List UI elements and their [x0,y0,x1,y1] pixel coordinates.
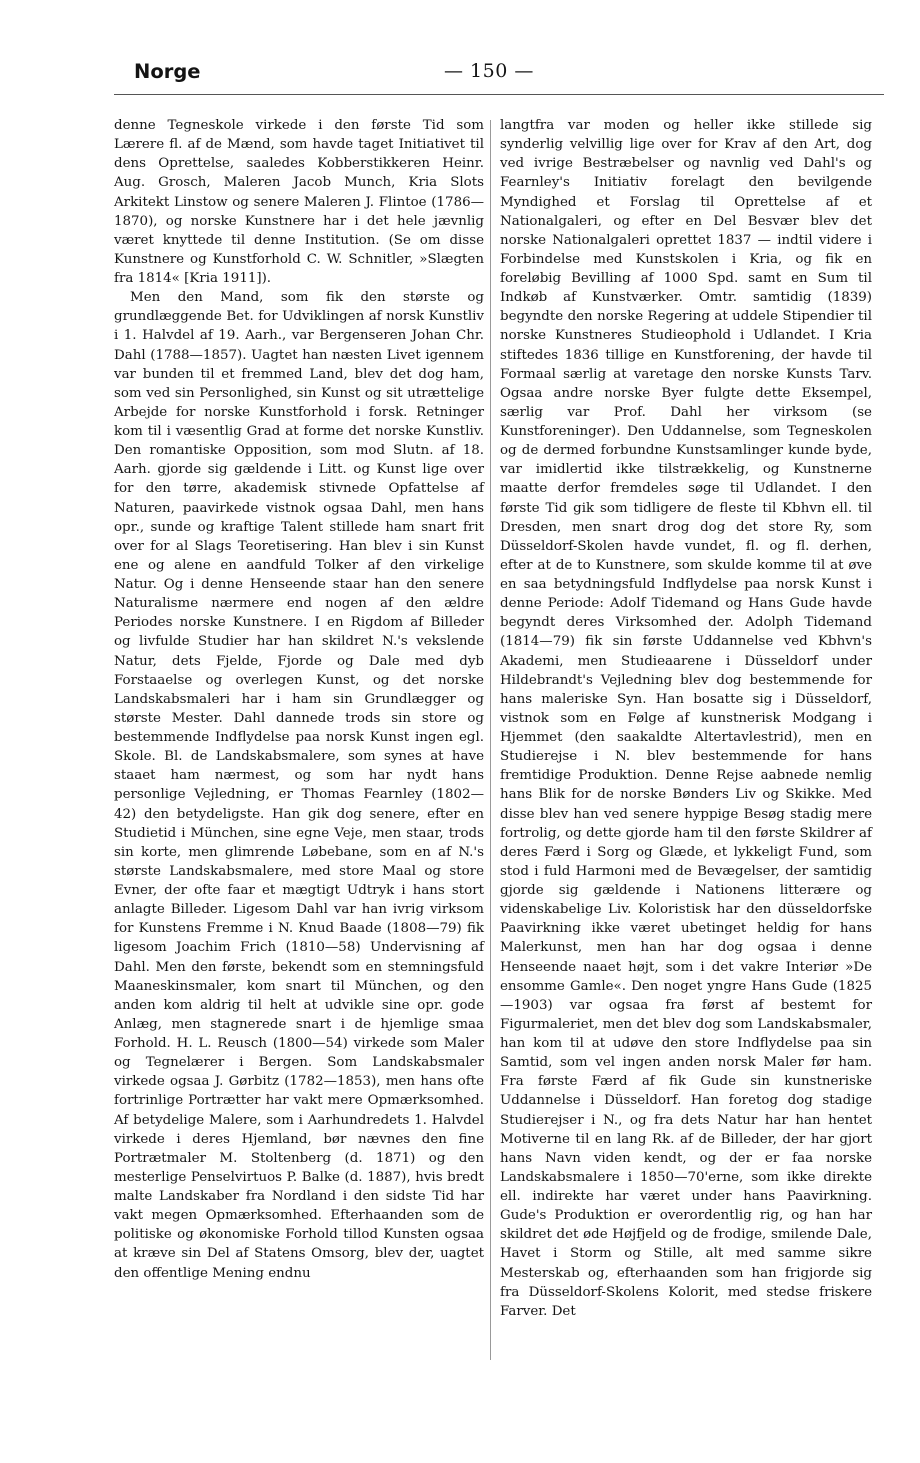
column-divider [490,120,491,1360]
right-column [500,116,872,1321]
right-paragraph-1: langtfra var moden og heller ikke stillede sig synderlig velvillig lige over for Krav af den Art, dog ved ivrige Bestræbelser og navnlig ved Dahl's og Fearnley's Initiativ forelagt den bevilgende Myndighed et Forslag til Oprettelse af et Nationalgaleri, og efter en Del Besvær blev det norske Nationalgaleri oprettet 1837 — indtil videre i Forbindelse med Kunstskolen i Kria, og fik en foreløbig Bevilling af 1000 Spd. samt en Sum til Indkøb af Kunstværker. Omtr. samtidig (1839) begyndte den norske Regering at uddele Stipendier til norske Kunstneres Studieophold i Udlandet. I Kria stiftedes 1836 tillige en Kunstforening, der havde til Formaal særlig at varetage den norske Kunsts Tarv. Ogsaa andre norske Byer fulgte dette Eksempel, særlig var Prof. Dahl her virksom (se Kunstforeninger). Den Uddannelse, som Tegneskolen og de dermed forbundne Kunstsamlinger kunde byde, var imidlertid ikke tilstrækkelig, og Kunstnerne maatte derfor fremdeles søge til Udlandet. I den første Tid gik som tidligere de fleste til Kbhvn ell. til Dresden, men snart drog dog det store Ry, som Düsseldorf-Skolen havde vundet, fl. og fl. derhen, efter at de to Kunstnere, som skulde komme til at øve en saa betydningsfuld Indflydelse paa norsk Kunst i denne Periode: Adolf Tidemand og Hans Gude havde begyndt deres Virksomhed der. Adolph Tidemand (1814—79) fik sin første Uddannelse ved Kbhvn's Akademi, men Studieaarene i Düsseldorf under Hildebrandt's Vejledning blev dog bestemmende for hans maleriske Syn. Han bosatte sig i Düsseldorf, vistnok som en Følge af kunstnerisk Modgang i Hjemmet (den saakaldte Altertavlestrid), men en Studierejse i N. blev bestemmende for hans fremtidige Produktion. Denne Rejse aabnede nemlig hans Blik for de norske Bønders Liv og Skikke. Med disse blev han ved senere hyppige Besøg stadig mere fortrolig, og dette gjorde ham til den første Skildrer af deres Færd i Sorg og Glæde, et lykkeligt Fund, som stod i fuld Harmoni med de Bevægelser, der samtidig gjorde sig gældende i Nationens litterære og videnskabelige Liv. Koloristisk har den düsseldorfske Paavirkning ikke været ubetinget heldig for hans Malerkunst, men han har dog ogsaa i denne Henseende naaet højt, som i det vakre Interiør »De ensomme Gamle«. Den noget yngre Hans Gude (1825—1903) var ogsaa fra først af bestemt for Figurmaleriet, men det blev dog som Landskabsmaler, han kom til at udøve den store Indflydelse paa sin Samtid, som vel ingen anden norsk Maler før ham. Fra første Færd af fik Gude sin kunstneriske Uddannelse i Düsseldorf. Han foretog dog stadige Studierejser i N., og fra dets Natur har han hentet Motiverne til en lang Rk. af de Billeder, der har gjort hans Navn viden kendt, og der er faa norske Landskabsmalere i 1850—70'erne, som ikke direkte ell. indirekte har været under hans Paavirkning. Gude's Produktion er overordentlig rig, og han har skildret det øde Højfjeld og de frodige, smilende Dale, Havet i Storm og Stille, alt med samme sikre Mesterskab og, efterhaanden som han frigjorde sig fra Düsseldorf-Skolens Kolorit, med stedse friskere Farver. Det [500,118,872,1319]
left-column [114,116,484,1283]
header-rule [114,94,884,95]
left-paragraph-2: Men den Mand, som fik den største og grundlæggende Bet. for Udviklingen af norsk Kunstliv i 1. Halvdel af 19. Aarh., var Bergenseren Johan Chr. Dahl (1788—1857). Uagtet han næsten Livet igennem var bunden til et fremmed Land, blev det dog ham, som ved sin Personlighed, sin Kunst og sit utrættelige Arbejde for norske Kunstforhold i forsk. Retninger kom til i væsentlig Grad at forme det norske Kunstliv. Den romantiske Opposition, som mod Slutn. af 18. Aarh. gjorde sig gældende i Litt. og Kunst lige over for den tørre, akademisk stivnede Opfattelse af Naturen, paavirkede vistnok ogsaa Dahl, men hans opr., sunde og kraftige Talent stillede ham snart frit over for al Slags Teoretisering. Han blev i sin Kunst ene og alene en aandfuld Tolker af den virkelige Natur. Og i denne Henseende staar han den senere Naturalisme nærmere end nogen af den ældre Periodes norske Kunstnere. I en Rigdom af Billeder og livfulde Studier har han skildret N.'s vekslende Natur, dets Fjelde, Fjorde og Dale med dyb Forstaaelse og overlegen Kunst, og det norske Landskabsmaleri har i ham sin Grundlægger og største Mester. Dahl dannede trods sin store og bestemmende Indflydelse paa norsk Kunst ingen egl. Skole. Bl. de Landskabsmalere, som synes at have staaet ham nærmest, og som har nydt hans personlige Vejledning, er Thomas Fearnley (1802—42) den betydeligste. Han gik dog senere, efter en Studietid i München, sine egne Veje, men staar, trods sin korte, men glimrende Løbebane, som en af N.'s største Landskabsmalere, med store Maal og store Evner, der ofte faar et mægtigt Udtryk i hans stort anlagte Billeder. Ligesom Dahl var han ivrig virksom for Kunstens Fremme i N. Knud Baade (1808—79) fik ligesom Joachim Frich (1810—58) Undervisning af Dahl. Men den første, bekendt som en stemningsfuld Maaneskinsmaler, kom snart til München, og den anden kom aldrig til helt at udvikle sine opr. gode Anlæg, men stagnerede snart i de hjemlige smaa Forhold. H. L. Reusch (1800—54) virkede som Maler og Tegnelærer i Bergen. Som Landskabsmaler virkede ogsaa J. Gørbitz (1782—1853), men hans ofte fortrinlige Portrætter har vakt mere Opmærksomhed. Af betydelige Malere, som i Aarhundredets 1. Halvdel virkede i deres Hjemland, bør nævnes den fine Portrætmaler M. Stoltenberg (d. 1871) og den mesterlige Penselvirtuos P. Balke (d. 1887), hvis bredt malte Landskaber fra Nordland i den sidste Tid har vakt megen Opmærksomhed. Efterhaanden som de politiske og økonomiske Forhold tillod Kunsten ogsaa at kræve sin Del af Statens Omsorg, blev der, uagtet den offentlige Mening endnu [114,290,484,1281]
left-paragraph-1: denne Tegneskole virkede i den første Tid som Lærere fl. af de Mænd, som havde taget Initiativet til dens Oprettelse, saaledes Kobberstikkeren Heinr. Aug. Grosch, Maleren Jacob Munch, Kria Slots Arkitekt Linstow og senere Maleren J. Flintoe (1786—1870), og norske Kunstnere har i det hele jævnlig været knyttede til denne Institution. (Se om disse Kunstnere og Kunstforhold C. W. Schnitler, »Slægten fra 1814« [Kria 1911]). [114,118,484,286]
page-header [134,60,880,92]
page-number: — 150 — [444,60,534,82]
running-title: Norge [134,60,201,83]
